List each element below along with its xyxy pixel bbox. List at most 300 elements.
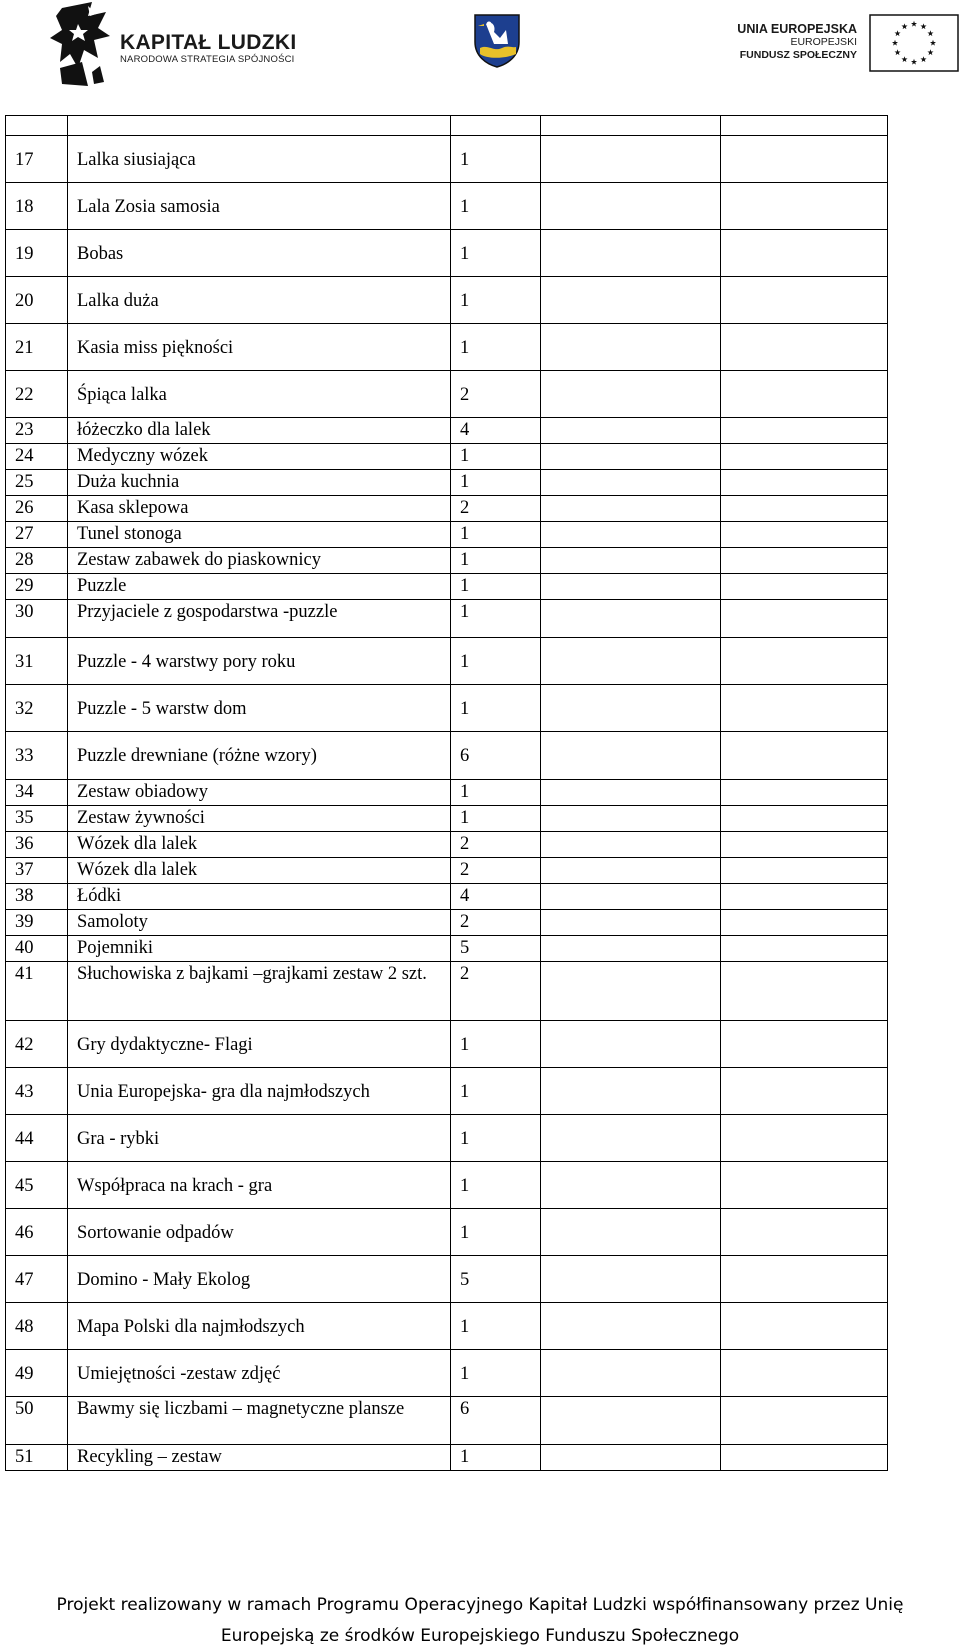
table-header-row	[6, 116, 888, 136]
item-name: Wózek dla lalek	[77, 860, 198, 880]
item-quantity-cell	[451, 1021, 541, 1068]
kapital-ludzki-logo	[48, 2, 308, 88]
item-name: Gry dydaktyczne- Flagi	[77, 1035, 253, 1055]
item-quantity-cell	[451, 910, 541, 936]
item-name: Medyczny wózek	[77, 446, 208, 466]
item-name-cell	[68, 136, 451, 183]
table-row	[6, 685, 888, 732]
item-name-cell	[68, 444, 451, 470]
item-name: Bawmy się liczbami – magnetyczne plansze	[77, 1399, 405, 1419]
empty-cell	[541, 548, 721, 574]
item-name-cell	[68, 277, 451, 324]
header-cell	[451, 116, 541, 136]
eu-fund-label	[737, 22, 857, 62]
empty-cell	[541, 638, 721, 685]
table-row	[6, 1350, 888, 1397]
item-quantity-cell	[451, 1350, 541, 1397]
row-number: 29	[15, 576, 34, 596]
item-quantity: 1	[460, 699, 470, 719]
item-quantity: 1	[460, 1223, 470, 1243]
item-quantity-cell	[451, 1303, 541, 1350]
table-row	[6, 732, 888, 780]
page-header	[0, 0, 960, 100]
empty-cell	[721, 685, 888, 732]
item-name: Puzzle drewniane (różne wzory)	[77, 746, 317, 766]
row-number: 22	[15, 385, 34, 405]
item-name: Domino - Mały Ekolog	[77, 1270, 251, 1290]
empty-cell	[541, 1115, 721, 1162]
eu-line2: EUROPEJSKI	[790, 36, 857, 48]
item-quantity: 5	[460, 938, 470, 958]
empty-cell	[721, 1115, 888, 1162]
item-quantity-cell	[451, 324, 541, 371]
empty-cell	[541, 732, 721, 780]
item-quantity-cell	[451, 685, 541, 732]
eu-line3: FUNDUSZ SPOŁECZNY	[739, 49, 857, 61]
kapital-ludzki-emblem-icon	[48, 2, 120, 88]
empty-cell	[721, 1397, 888, 1445]
item-quantity-cell	[451, 858, 541, 884]
item-quantity-cell	[451, 780, 541, 806]
empty-cell	[541, 806, 721, 832]
item-name: Samoloty	[77, 912, 148, 932]
item-quantity: 5	[460, 1270, 470, 1290]
row-number-cell	[6, 732, 68, 780]
row-number: 28	[15, 550, 34, 570]
empty-cell	[541, 522, 721, 548]
empty-cell	[541, 962, 721, 1021]
footer-line-1: Projekt realizowany w ramach Programu Operacyjnego Kapitał Ludzki współfinansowany przez Unię	[56, 1595, 904, 1615]
item-quantity: 1	[460, 197, 470, 217]
empty-cell	[541, 136, 721, 183]
row-number: 19	[15, 244, 34, 264]
table-row	[6, 470, 888, 496]
row-number-cell	[6, 1445, 68, 1471]
table-row	[6, 638, 888, 685]
item-name: Gra - rybki	[77, 1129, 160, 1149]
page-footer	[0, 1590, 960, 1652]
item-quantity-cell	[451, 183, 541, 230]
empty-cell	[541, 371, 721, 418]
empty-cell	[721, 496, 888, 522]
row-number: 41	[15, 964, 34, 984]
item-quantity-cell	[451, 1068, 541, 1115]
empty-cell	[721, 600, 888, 638]
empty-cell	[721, 183, 888, 230]
row-number-cell	[6, 183, 68, 230]
table-row	[6, 574, 888, 600]
row-number-cell	[6, 548, 68, 574]
item-quantity: 1	[460, 652, 470, 672]
item-name: Puzzle	[77, 576, 127, 596]
item-name-cell	[68, 496, 451, 522]
row-number-cell	[6, 1068, 68, 1115]
table-row	[6, 1256, 888, 1303]
item-quantity-cell	[451, 277, 541, 324]
row-number-cell	[6, 277, 68, 324]
item-quantity-cell	[451, 1115, 541, 1162]
table-row	[6, 277, 888, 324]
empty-cell	[541, 780, 721, 806]
item-name: Sortowanie odpadów	[77, 1223, 234, 1243]
table-row	[6, 936, 888, 962]
empty-cell	[721, 732, 888, 780]
row-number: 21	[15, 338, 34, 358]
item-name: Zestaw żywności	[77, 808, 205, 828]
row-number: 23	[15, 420, 34, 440]
empty-cell	[541, 1445, 721, 1471]
eu-flag-icon	[869, 14, 959, 72]
item-name: Duża kuchnia	[77, 472, 180, 492]
empty-cell	[721, 780, 888, 806]
empty-cell	[721, 1303, 888, 1350]
item-quantity: 6	[460, 1399, 470, 1419]
item-quantity-cell	[451, 418, 541, 444]
item-name-cell	[68, 858, 451, 884]
item-name-cell	[68, 574, 451, 600]
item-quantity: 1	[460, 1447, 470, 1467]
empty-cell	[541, 600, 721, 638]
row-number-cell	[6, 832, 68, 858]
row-number: 43	[15, 1082, 34, 1102]
row-number-cell	[6, 1397, 68, 1445]
row-number-cell	[6, 1162, 68, 1209]
item-name-cell	[68, 324, 451, 371]
item-name: Przyjaciele z gospodarstwa -puzzle	[77, 602, 338, 622]
item-quantity: 1	[460, 1129, 470, 1149]
row-number: 17	[15, 150, 34, 170]
empty-cell	[541, 1303, 721, 1350]
empty-cell	[541, 1256, 721, 1303]
row-number-cell	[6, 910, 68, 936]
kapital-ludzki-title: KAPITAŁ LUDZKI	[120, 31, 297, 54]
item-quantity-cell	[451, 136, 541, 183]
item-quantity-cell	[451, 1162, 541, 1209]
item-name-cell	[68, 638, 451, 685]
item-quantity-cell	[451, 806, 541, 832]
empty-cell	[541, 1021, 721, 1068]
row-number: 49	[15, 1364, 34, 1384]
table-row	[6, 1209, 888, 1256]
row-number-cell	[6, 574, 68, 600]
row-number: 45	[15, 1176, 34, 1196]
item-quantity-cell	[451, 732, 541, 780]
header-cell	[68, 116, 451, 136]
item-name: Pojemniki	[77, 938, 154, 958]
item-name-cell	[68, 1256, 451, 1303]
row-number: 30	[15, 602, 34, 622]
item-quantity-cell	[451, 230, 541, 277]
row-number: 32	[15, 699, 34, 719]
item-quantity: 1	[460, 1364, 470, 1384]
item-quantity-cell	[451, 1256, 541, 1303]
item-quantity-cell	[451, 638, 541, 685]
item-name-cell	[68, 962, 451, 1021]
empty-cell	[721, 858, 888, 884]
empty-cell	[541, 1350, 721, 1397]
empty-cell	[721, 1209, 888, 1256]
item-quantity: 1	[460, 1317, 470, 1337]
empty-cell	[541, 1397, 721, 1445]
item-name-cell	[68, 1162, 451, 1209]
table-row	[6, 1021, 888, 1068]
row-number: 51	[15, 1447, 34, 1467]
row-number: 27	[15, 524, 34, 544]
item-name-cell	[68, 1021, 451, 1068]
table-row	[6, 230, 888, 277]
item-quantity-cell	[451, 548, 541, 574]
item-quantity-cell	[451, 962, 541, 1021]
empty-cell	[541, 910, 721, 936]
item-quantity: 1	[460, 1082, 470, 1102]
empty-cell	[721, 324, 888, 371]
item-name-cell	[68, 806, 451, 832]
empty-cell	[541, 1209, 721, 1256]
item-name: Puzzle - 4 warstwy pory roku	[77, 652, 296, 672]
item-quantity: 1	[460, 291, 470, 311]
table-row	[6, 1445, 888, 1471]
item-name: łóżeczko dla lalek	[77, 420, 211, 440]
header-cell	[6, 116, 68, 136]
row-number-cell	[6, 962, 68, 1021]
item-name-cell	[68, 1397, 451, 1445]
table-row	[6, 1115, 888, 1162]
item-name: Śpiąca lalka	[77, 385, 167, 405]
item-quantity: 2	[460, 498, 470, 518]
row-number: 24	[15, 446, 34, 466]
table-row	[6, 962, 888, 1021]
item-name-cell	[68, 910, 451, 936]
item-quantity: 1	[460, 524, 470, 544]
item-quantity-cell	[451, 884, 541, 910]
table-row	[6, 600, 888, 638]
item-name: Recykling – zestaw	[77, 1447, 222, 1467]
item-name-cell	[68, 884, 451, 910]
empty-cell	[541, 496, 721, 522]
empty-cell	[721, 910, 888, 936]
item-quantity: 1	[460, 808, 470, 828]
item-name-cell	[68, 548, 451, 574]
table-row	[6, 780, 888, 806]
row-number-cell	[6, 230, 68, 277]
row-number-cell	[6, 806, 68, 832]
table-row	[6, 548, 888, 574]
item-quantity: 1	[460, 576, 470, 596]
item-name-cell	[68, 685, 451, 732]
table-row	[6, 910, 888, 936]
item-name: Umiejętności -zestaw zdjęć	[77, 1364, 281, 1384]
item-name: Zestaw zabawek do piaskownicy	[77, 550, 322, 570]
item-quantity-cell	[451, 470, 541, 496]
empty-cell	[721, 1021, 888, 1068]
empty-cell	[721, 574, 888, 600]
item-quantity-cell	[451, 936, 541, 962]
header-cell	[721, 116, 888, 136]
empty-cell	[721, 638, 888, 685]
item-quantity: 2	[460, 834, 470, 854]
item-name: Bobas	[77, 244, 124, 264]
item-name: Lala Zosia samosia	[77, 197, 220, 217]
row-number: 44	[15, 1129, 34, 1149]
empty-cell	[541, 1162, 721, 1209]
empty-cell	[541, 418, 721, 444]
row-number-cell	[6, 600, 68, 638]
item-name: Kasia miss piękności	[77, 338, 234, 358]
empty-cell	[721, 1445, 888, 1471]
item-name-cell	[68, 1209, 451, 1256]
item-name-cell	[68, 832, 451, 858]
item-name: Mapa Polski dla najmłodszych	[77, 1317, 305, 1337]
item-quantity-cell	[451, 1445, 541, 1471]
item-quantity-cell	[451, 1209, 541, 1256]
row-number: 18	[15, 197, 34, 217]
header-cell	[541, 116, 721, 136]
row-number-cell	[6, 136, 68, 183]
table-row	[6, 444, 888, 470]
item-quantity-cell	[451, 522, 541, 548]
item-name: Puzzle - 5 warstw dom	[77, 699, 247, 719]
table-row	[6, 1303, 888, 1350]
empty-cell	[721, 522, 888, 548]
row-number: 40	[15, 938, 34, 958]
item-quantity-cell	[451, 371, 541, 418]
item-name: Kasa sklepowa	[77, 498, 189, 518]
row-number: 26	[15, 498, 34, 518]
item-quantity: 1	[460, 1176, 470, 1196]
table-row	[6, 496, 888, 522]
empty-cell	[541, 685, 721, 732]
item-name: Słuchowiska z bajkami –grajkami zestaw 2 szt.	[77, 964, 427, 984]
item-quantity-cell	[451, 444, 541, 470]
empty-cell	[721, 444, 888, 470]
item-name-cell	[68, 936, 451, 962]
row-number: 42	[15, 1035, 34, 1055]
empty-cell	[721, 806, 888, 832]
item-quantity: 1	[460, 602, 470, 622]
item-name-cell	[68, 1350, 451, 1397]
item-quantity: 4	[460, 886, 470, 906]
empty-cell	[541, 277, 721, 324]
item-quantity-cell	[451, 832, 541, 858]
empty-cell	[721, 470, 888, 496]
item-name: Lalka siusiająca	[77, 150, 196, 170]
row-number: 38	[15, 886, 34, 906]
item-quantity: 2	[460, 860, 470, 880]
row-number-cell	[6, 884, 68, 910]
row-number: 46	[15, 1223, 34, 1243]
empty-cell	[721, 1068, 888, 1115]
row-number-cell	[6, 324, 68, 371]
item-quantity: 2	[460, 964, 470, 984]
item-name-cell	[68, 371, 451, 418]
row-number-cell	[6, 1303, 68, 1350]
item-quantity: 4	[460, 420, 470, 440]
row-number-cell	[6, 496, 68, 522]
empty-cell	[721, 136, 888, 183]
row-number-cell	[6, 444, 68, 470]
table-row	[6, 1162, 888, 1209]
table-row	[6, 522, 888, 548]
row-number-cell	[6, 1115, 68, 1162]
empty-cell	[721, 1162, 888, 1209]
row-number-cell	[6, 1021, 68, 1068]
item-quantity: 6	[460, 746, 470, 766]
row-number-cell	[6, 685, 68, 732]
empty-cell	[721, 277, 888, 324]
item-name-cell	[68, 1068, 451, 1115]
item-quantity-cell	[451, 574, 541, 600]
item-quantity-cell	[451, 496, 541, 522]
table-row	[6, 324, 888, 371]
row-number: 37	[15, 860, 34, 880]
item-quantity: 1	[460, 1035, 470, 1055]
empty-cell	[721, 548, 888, 574]
item-quantity: 1	[460, 446, 470, 466]
item-name: Wózek dla lalek	[77, 834, 198, 854]
item-name-cell	[68, 1115, 451, 1162]
item-name-cell	[68, 418, 451, 444]
inventory-table	[5, 115, 888, 1471]
empty-cell	[541, 183, 721, 230]
item-quantity: 1	[460, 550, 470, 570]
empty-cell	[541, 574, 721, 600]
empty-cell	[721, 884, 888, 910]
item-name-cell	[68, 600, 451, 638]
row-number-cell	[6, 936, 68, 962]
empty-cell	[541, 230, 721, 277]
item-name: Zestaw obiadowy	[77, 782, 209, 802]
row-number: 34	[15, 782, 34, 802]
empty-cell	[721, 936, 888, 962]
item-name-cell	[68, 183, 451, 230]
empty-cell	[541, 444, 721, 470]
item-quantity: 1	[460, 244, 470, 264]
empty-cell	[541, 884, 721, 910]
row-number-cell	[6, 780, 68, 806]
row-number-cell	[6, 638, 68, 685]
eu-line1: UNIA EUROPEJSKA	[737, 22, 857, 36]
item-name-cell	[68, 732, 451, 780]
table-row	[6, 832, 888, 858]
table-row	[6, 806, 888, 832]
empty-cell	[721, 832, 888, 858]
row-number-cell	[6, 1350, 68, 1397]
item-name-cell	[68, 1445, 451, 1471]
item-quantity: 1	[460, 150, 470, 170]
row-number-cell	[6, 522, 68, 548]
item-name: Tunel stonoga	[77, 524, 182, 544]
row-number-cell	[6, 418, 68, 444]
row-number: 31	[15, 652, 34, 672]
item-name-cell	[68, 470, 451, 496]
item-quantity: 1	[460, 338, 470, 358]
row-number: 35	[15, 808, 34, 828]
item-name: Łódki	[77, 886, 122, 906]
empty-cell	[541, 832, 721, 858]
item-name-cell	[68, 230, 451, 277]
row-number: 39	[15, 912, 34, 932]
empty-cell	[541, 1068, 721, 1115]
municipal-crest-icon	[472, 12, 522, 68]
footer-line-2: Europejską ze środków Europejskiego Funduszu Społecznego	[220, 1626, 740, 1646]
row-number-cell	[6, 371, 68, 418]
item-quantity-cell	[451, 600, 541, 638]
table-row	[6, 183, 888, 230]
kapital-ludzki-subtitle: NARODOWA STRATEGIA SPÓJNOŚCI	[120, 54, 295, 65]
table-row	[6, 1068, 888, 1115]
table-row	[6, 1397, 888, 1445]
empty-cell	[721, 418, 888, 444]
